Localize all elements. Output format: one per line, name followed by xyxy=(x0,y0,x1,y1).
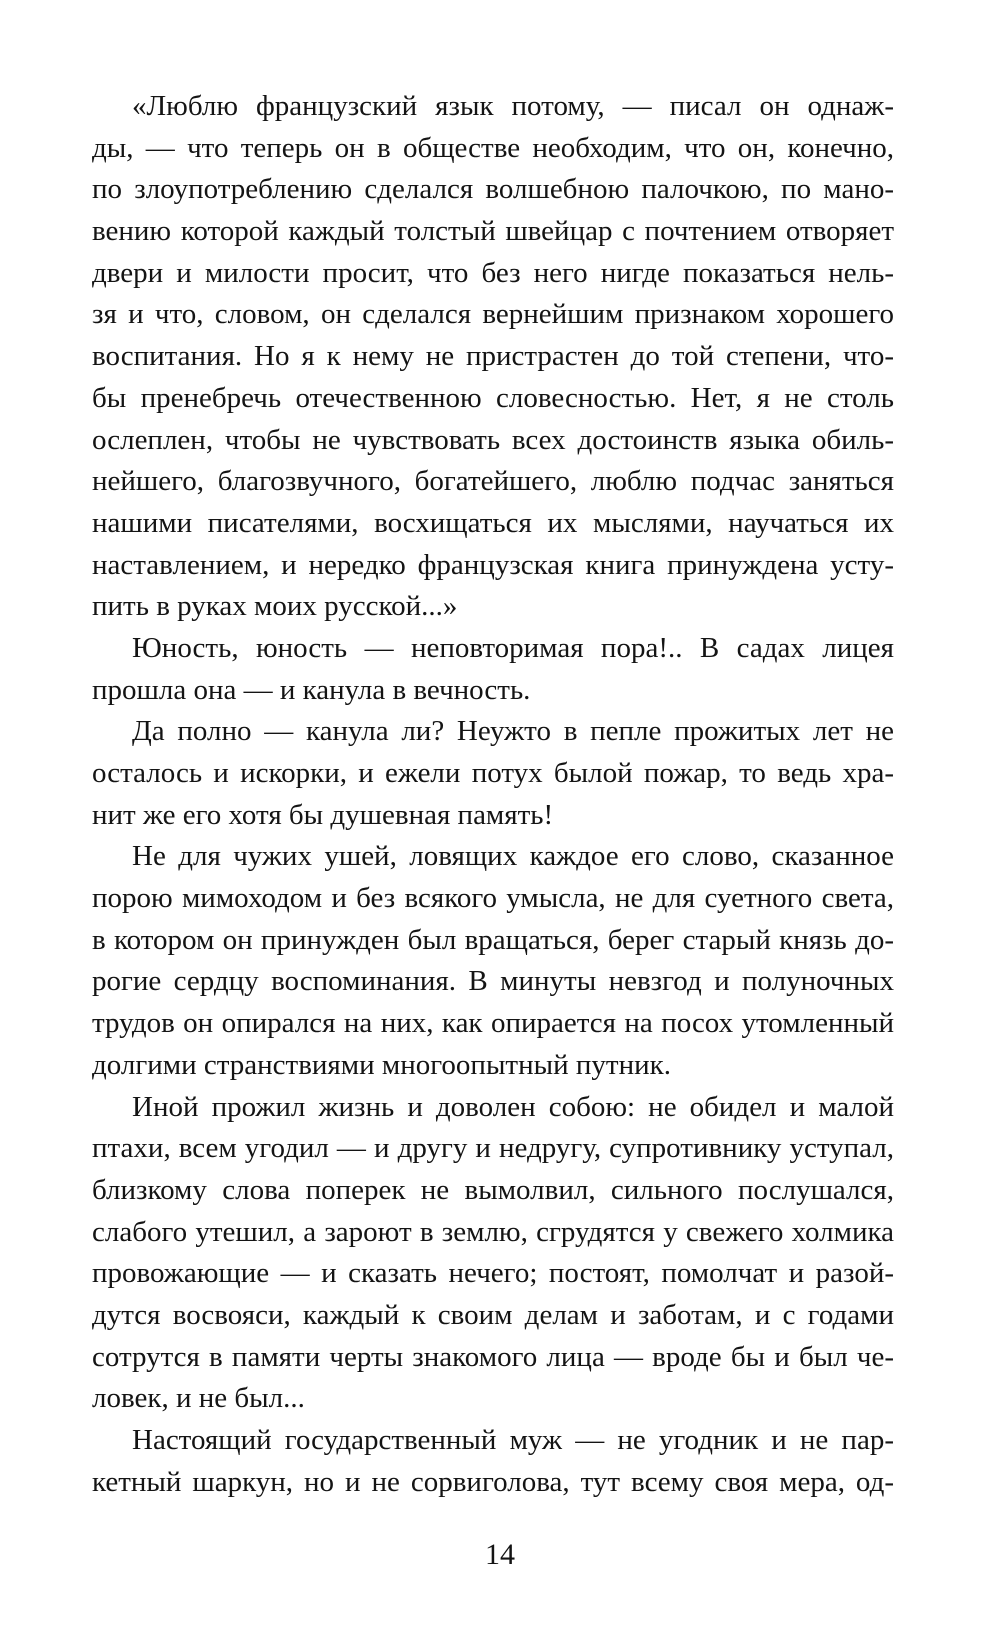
text-line: по злоупотреблению сделался волшебною палочкою, по мано- xyxy=(92,173,894,206)
text-line: в котором он принужден был вращаться, берег старый князь до- xyxy=(92,923,894,956)
paragraph xyxy=(92,836,894,1086)
text-line: нейшего, благозвучного, богатейшего, люблю подчас заняться xyxy=(92,465,894,498)
paragraph xyxy=(92,86,894,628)
text-line: слабого утешил, а зароют в землю, сгрудятся у свежего холмика xyxy=(92,1215,894,1248)
text-line: дутся восвояси, каждый к своим делам и заботам, и с годами xyxy=(92,1298,894,1331)
text-line: бы пренебречь отечественною словесностью. Нет, я не столь xyxy=(92,381,894,414)
text-line: сотрутся в памяти черты знакомого лица — вроде бы и был че- xyxy=(92,1340,894,1373)
text-line: долгими странствиями многоопытный путник. xyxy=(92,1048,671,1081)
text-line: трудов он опирался на них, как опирается на посох утомленный xyxy=(92,1007,894,1040)
text-line: порою мимоходом и без всякого умысла, не для суетного света, xyxy=(92,882,894,915)
text-line: Не для чужих ушей, ловящих каждое его слово, сказанное xyxy=(132,840,894,873)
text-line: птахи, всем угодил — и другу и недругу, супротивнику уступал, xyxy=(92,1132,894,1165)
text-line: «Люблю французский язык потому, — писал он однаж- xyxy=(132,90,894,122)
paragraph xyxy=(92,1420,894,1503)
page-text xyxy=(92,86,894,1503)
page-number: 14 xyxy=(485,1538,515,1571)
text-line: Иной прожил жизнь и доволен собою: не обидел и малой xyxy=(132,1090,894,1123)
text-line: нашими писателями, восхищаться их мыслями, научаться их xyxy=(92,506,894,539)
text-line: близкому слова поперек не вымолвил, сильного послушался, xyxy=(92,1173,894,1206)
text-line: Юность, юность — неповторимая пора!.. В садах лицея xyxy=(132,631,894,664)
text-line: двери и милости просит, что без него нигде показаться нель- xyxy=(92,256,894,289)
text-line: нит же его хотя бы душевная память! xyxy=(92,798,554,831)
text-line: наставлением, и нередко французская книга принуждена усту- xyxy=(92,548,894,581)
text-line: Настоящий государственный муж — не угодник и не пар- xyxy=(132,1424,894,1456)
text-line: рогие сердцу воспоминания. В минуты невзгод и полуночных xyxy=(92,965,894,998)
text-line: провожающие — и сказать нечего; постоят, помолчат и разой- xyxy=(92,1257,894,1290)
text-line: ды, — что теперь он в обществе необходим, что он, конечно, xyxy=(92,131,894,164)
paragraph xyxy=(92,628,894,711)
text-line: Да полно — канула ли? Неужто в пепле прожитых лет не xyxy=(132,715,894,748)
text-line: ловек, и не был... xyxy=(92,1382,305,1415)
text-line: воспитания. Но я к нему не пристрастен до той степени, что- xyxy=(92,340,894,373)
paragraph xyxy=(92,711,894,836)
paragraph xyxy=(92,1087,894,1421)
text-line: зя и что, словом, он сделался вернейшим признаком хорошего xyxy=(92,298,894,331)
text-line: ослеплен, чтобы не чувствовать всех достоинств языка обиль- xyxy=(92,423,894,456)
text-line: прошла она — и канула в вечность. xyxy=(92,673,531,706)
text-line: пить в руках моих русской...» xyxy=(92,590,458,623)
text-line: осталось и искорки, и ежели потух былой пожар, то ведь хра- xyxy=(92,757,894,789)
text-line: кетный шаркун, но и не сорвиголова, тут всему своя мера, од- xyxy=(92,1465,894,1498)
text-line: вению которой каждый толстый швейцар с почтением отворяет xyxy=(92,215,894,248)
